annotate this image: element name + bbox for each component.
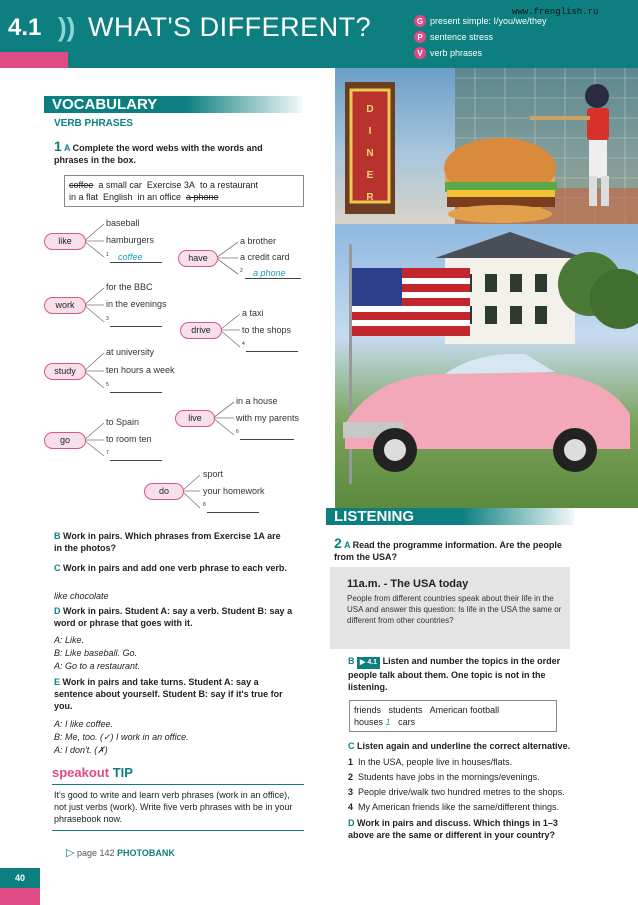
blank-number: 7 bbox=[106, 450, 109, 456]
answer-blank bbox=[110, 316, 162, 327]
speakout-tip-text: It's good to write and learn verb phrases (work in an office), not just verbs (work). Write five verb phrases with be in your phrasebook now. bbox=[54, 790, 293, 824]
dialogue-line: A: Like. bbox=[54, 635, 85, 645]
programme-text: People from different countries speak about their life in the USA and answer this question: Is life in the USA the same or different from other countries? bbox=[347, 594, 562, 625]
dialogue-line: A: I don't. (✗) bbox=[54, 745, 108, 755]
exercise-letter: C bbox=[54, 563, 61, 573]
topic-item: students bbox=[388, 705, 423, 715]
dialogue-line: B: Like baseball. Go. bbox=[54, 648, 138, 658]
photobank-link[interactable] bbox=[66, 846, 175, 859]
answer-blank bbox=[245, 268, 301, 279]
web-phrase: to Spain bbox=[106, 417, 140, 427]
web-phrase: baseball bbox=[106, 218, 140, 228]
exercise-number: 2 bbox=[334, 535, 342, 551]
vocabulary-subtitle: VERB PHRASES bbox=[54, 118, 133, 129]
topic-answer: 1 bbox=[385, 717, 391, 727]
blank-number: 5 bbox=[106, 382, 109, 388]
grammar-text: verb phrases bbox=[430, 48, 483, 58]
list-item-text: My American friends like the same/different things. bbox=[358, 802, 559, 812]
exercise-instruction: Complete the word webs with the words and phrases in the box. bbox=[54, 143, 263, 165]
divider bbox=[52, 784, 304, 785]
dialogue-line: A: Go to a restaurant. bbox=[54, 661, 141, 671]
exercise-instruction: Work in pairs and add one verb phrase to each verb. bbox=[63, 563, 287, 573]
exercise-instruction: Work in pairs and discuss. Which things in 1–3 above are the same or different in your country? bbox=[348, 818, 558, 840]
dialogue-line: A: I like coffee. bbox=[54, 719, 114, 729]
answer-blank bbox=[240, 429, 294, 440]
sign-letter: D bbox=[366, 104, 374, 115]
web-phrase: a taxi bbox=[242, 308, 264, 318]
photo-diner-baseball-drawing bbox=[335, 68, 638, 224]
programme-title: 11a.m. - The USA today bbox=[347, 578, 469, 590]
listening-heading: LISTENING bbox=[326, 508, 574, 525]
exercise-instruction: Read the programme information. Are the people from the USA? bbox=[334, 540, 562, 562]
answer-blank bbox=[246, 341, 298, 352]
web-phrase: your homework bbox=[203, 486, 265, 496]
web-phrase: sport bbox=[203, 469, 224, 479]
photo-usa-car bbox=[335, 224, 638, 508]
answer-blank bbox=[110, 252, 162, 263]
exercise-instruction: Listen and number the topics in the order people talk about them. One topic is not in the listening. bbox=[348, 656, 561, 692]
word-box-item: a small car bbox=[98, 180, 142, 190]
blank-number: 1 bbox=[106, 252, 109, 258]
blank-number: 4 bbox=[242, 341, 245, 347]
exercise-letter: C bbox=[348, 741, 355, 751]
grammar-text: sentence stress bbox=[430, 32, 494, 42]
list-item-text: Students have jobs in the mornings/evenings. bbox=[358, 772, 540, 782]
word-box-item: in an office bbox=[137, 192, 181, 202]
answer-text: coffee bbox=[118, 252, 143, 262]
grammar-badge-v: V bbox=[414, 47, 426, 59]
web-phrase: at university bbox=[106, 347, 155, 357]
web-verb-do: do bbox=[144, 483, 184, 500]
exercise-2d bbox=[348, 817, 578, 841]
topic-item: houses bbox=[354, 717, 384, 727]
photo-usa-car-drawing bbox=[335, 224, 638, 508]
web-verb-have: have bbox=[178, 250, 218, 267]
word-box-item: to a restaurant bbox=[199, 180, 258, 190]
svg-text:DINER: D I N E R bbox=[366, 104, 374, 203]
grammar-text: present simple: I/you/we/they bbox=[430, 16, 547, 26]
web-phrase: with my parents bbox=[236, 413, 300, 423]
lesson-title: WHAT'S DIFFERENT? bbox=[88, 12, 372, 42]
photobank-page: page 142 bbox=[76, 848, 115, 858]
web-phrase: ten hours a week bbox=[106, 365, 175, 375]
exercise-2b bbox=[348, 655, 570, 693]
answer-text: a phone bbox=[253, 268, 286, 278]
exercise-letter: D bbox=[54, 606, 61, 616]
tip-label: TIP bbox=[112, 765, 133, 780]
web-verb-live: live bbox=[175, 410, 215, 427]
list-item: 4 My American friends like the same/different things. bbox=[348, 802, 559, 812]
web-verb-work: work bbox=[44, 297, 86, 314]
web-phrase: in the evenings bbox=[106, 299, 167, 309]
exercise-1c bbox=[54, 562, 289, 574]
web-verb-like: like bbox=[44, 233, 86, 250]
exercise-letter: A bbox=[63, 143, 71, 153]
exercise-1e bbox=[54, 676, 294, 712]
blank-number: 8 bbox=[203, 502, 206, 508]
photo-diner-baseball bbox=[335, 68, 638, 224]
exercise-2a bbox=[334, 537, 564, 563]
vocabulary-heading: VOCABULARY bbox=[44, 96, 302, 113]
topic-item: cars bbox=[398, 717, 416, 727]
list-item: 2 Students have jobs in the mornings/evenings. bbox=[348, 772, 540, 782]
web-phrase: hamburgers bbox=[106, 235, 155, 245]
answer-blank bbox=[110, 450, 162, 461]
example-text: like chocolate bbox=[54, 591, 109, 601]
topic-item: American football bbox=[429, 705, 500, 715]
exercise-letter: B bbox=[54, 531, 61, 541]
arrow-icon: ▷ bbox=[66, 847, 75, 859]
lesson-separator-icon: )) bbox=[58, 12, 76, 42]
word-box-item: in a flat bbox=[69, 192, 99, 202]
exercise-2c bbox=[348, 740, 578, 752]
blank-number: 3 bbox=[106, 316, 109, 322]
web-verb-go: go bbox=[44, 432, 86, 449]
page-number: 40 bbox=[0, 868, 40, 888]
word-box-item: a phone bbox=[185, 192, 219, 202]
dialogue-line: B: Me, too. (✓) I work in an office. bbox=[54, 732, 189, 742]
list-item-text: In the USA, people live in houses/flats. bbox=[358, 757, 513, 767]
exercise-instruction: Listen again and underline the correct alternative. bbox=[357, 741, 571, 751]
exercise-number: 1 bbox=[54, 138, 62, 154]
web-phrase: a brother bbox=[240, 236, 277, 246]
speakout-tip-heading bbox=[52, 765, 133, 780]
topic-item: friends bbox=[354, 705, 382, 715]
web-phrase: to the shops bbox=[242, 325, 292, 335]
blank-number: 2 bbox=[240, 268, 243, 274]
list-item-text: People drive/walk two hundred metres to the shops. bbox=[358, 787, 565, 797]
exercise-instruction: Work in pairs and take turns. Student A: say a sentence about yourself. Student B: say if it's true for you. bbox=[54, 677, 283, 711]
exercise-1d bbox=[54, 605, 294, 629]
web-verb-study: study bbox=[44, 363, 86, 380]
exercise-letter: B bbox=[348, 656, 355, 666]
word-box-item: English bbox=[103, 192, 133, 202]
exercise-1b bbox=[54, 530, 289, 554]
track-number: 4.1 bbox=[367, 659, 378, 666]
exercise-instruction: Work in pairs. Which phrases from Exercise 1A are in the photos? bbox=[54, 531, 281, 553]
answer-blank bbox=[110, 382, 162, 393]
exercise-letter: D bbox=[348, 818, 355, 828]
topics-box bbox=[349, 700, 557, 732]
web-phrase: to room ten bbox=[106, 434, 152, 444]
lesson-number: 4.1 bbox=[8, 14, 42, 41]
web-phrase: for the BBC bbox=[106, 282, 153, 292]
blank-number: 6 bbox=[236, 429, 239, 435]
web-phrase: in a house bbox=[236, 396, 278, 406]
grammar-badge-p: P bbox=[414, 31, 426, 43]
footer-accent-strip bbox=[0, 888, 40, 905]
exercise-instruction: Work in pairs. Student A: say a verb. Student B: say a word or phrase that goes with it. bbox=[54, 606, 293, 628]
exercise-letter: A bbox=[343, 540, 351, 550]
photobank-label: PHOTOBANK bbox=[117, 848, 175, 858]
speakout-logo: speakout bbox=[52, 765, 110, 780]
web-phrase: a credit card bbox=[240, 252, 290, 262]
divider bbox=[52, 830, 304, 831]
numbered-list bbox=[348, 756, 588, 813]
word-box-item: Exercise 3A bbox=[146, 180, 195, 190]
list-item: 3 People drive/walk two hundred metres to the shops. bbox=[348, 787, 565, 797]
answer-blank bbox=[207, 502, 259, 513]
exercise-letter: E bbox=[54, 677, 61, 687]
grammar-badge-g: G bbox=[414, 15, 426, 27]
audio-track-button[interactable]: ▶ 4.1 bbox=[357, 657, 380, 669]
word-box-item: coffee bbox=[69, 180, 94, 190]
web-verb-drive: drive bbox=[180, 322, 222, 339]
website-watermark: www.frenglish.ru bbox=[512, 7, 599, 17]
list-item: 1 In the USA, people live in houses/flats. bbox=[348, 757, 513, 767]
